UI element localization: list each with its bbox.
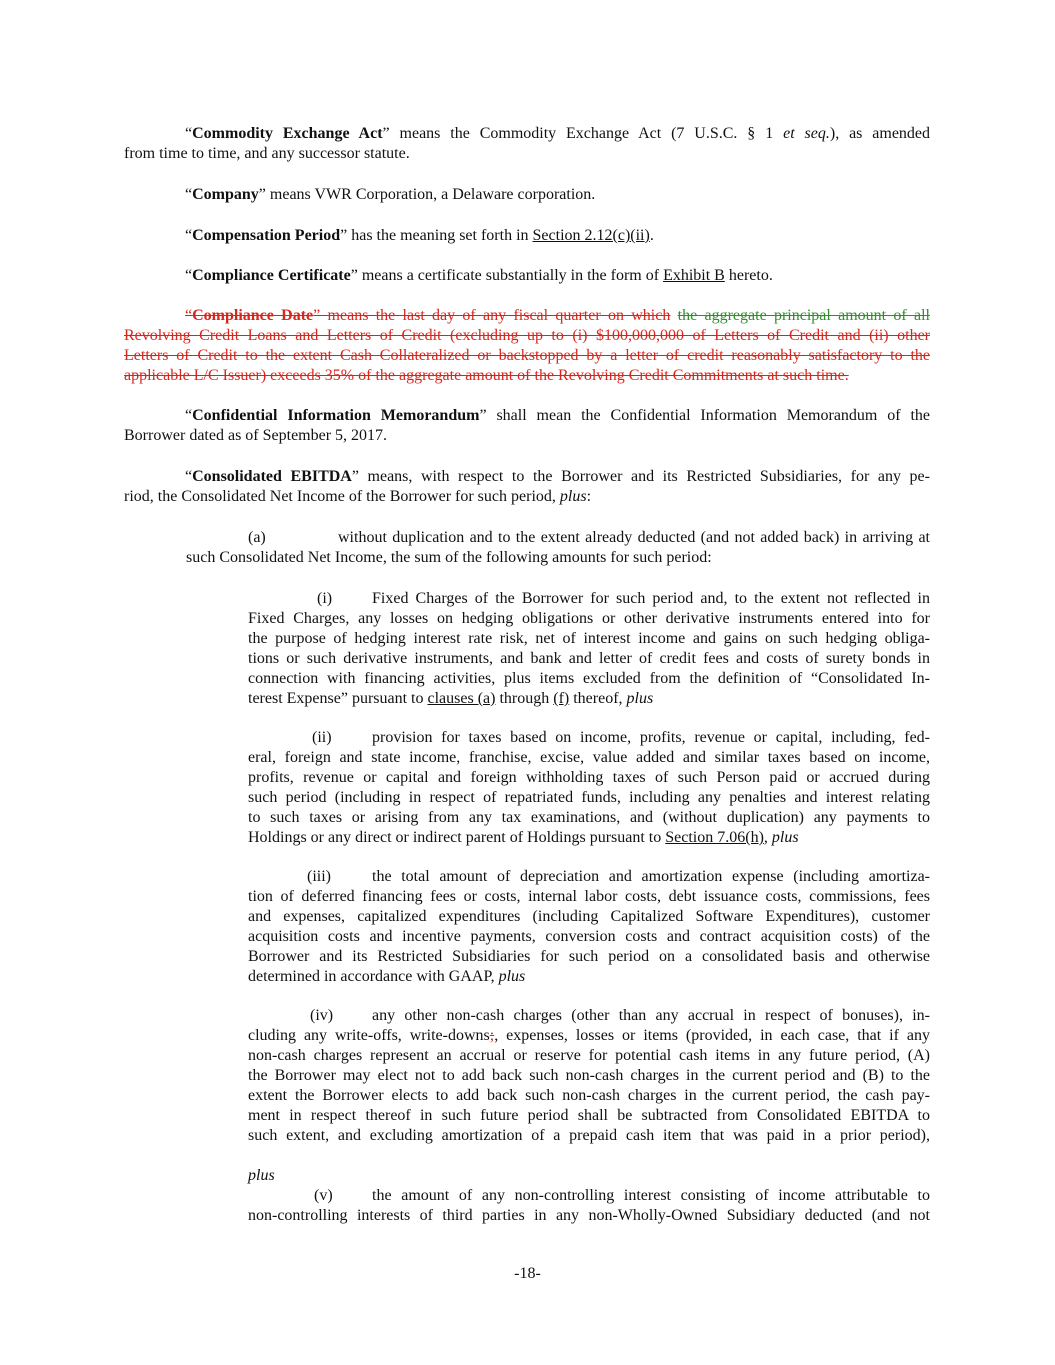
clause-reference-link[interactable]: (f): [553, 690, 570, 707]
clause-a: (a) without duplication and to the extent already deducted (and not added back) in arriving at such Consolidated Net Income, the sum of the following amounts for such period:: [186, 529, 930, 566]
definition-consolidated-ebitda: “Consolidated EBITDA” means, with respect to the Borrower and its Restricted Subsidiaries, for any pe- riod, the Consolidated Net Income of the Borrower for such period, plus:: [124, 468, 930, 505]
defined-term: Consolidated EBITDA: [192, 468, 352, 485]
definition-compliance-date-deleted: “Compliance Date” means the last day of any fiscal quarter on which the aggregate principal amount of all Revolving Credit Loans and Letters of Credit (excluding up to (i) $100,000,000 of Letters of Credit and (ii) other Letters of Credit to the extent Cash Collateralized or backstopped by a letter of credit reasonably satisfactory to the applicable L/C Issuer) exceeds 35% of the aggregate amount of the Revolving Credit Commitments at such time.: [124, 307, 930, 384]
defined-term: Commodity Exchange Act: [192, 125, 383, 142]
clause-reference-link[interactable]: clauses (a): [427, 690, 496, 707]
clause-a-iii: (iii) the total amount of depreciation and amortization expense (including amortiza- tion of deferred financing fees or costs, internal labor costs, debt issuance costs, commissions, fees and expenses, capitalized expenditures (including Capitalized Software Expenditures), customer acquisition costs and incentive payments, conversion costs and contract acquisition costs) of the Borrower and its Restricted Subsidiaries for such period on a consolidated basis and otherwise determined in accordance with GAAP, plus: [248, 868, 930, 985]
exhibit-reference-link[interactable]: Exhibit B: [663, 267, 725, 284]
clause-a-ii: (ii) provision for taxes based on income, profits, revenue or capital, including, fed- eral, foreign and state income, franchise, excise, value added and similar taxes based on income, profits, revenue or capital and foreign withholding taxes of such Person paid or accrued during such period (including in respect of repatriated funds, including any penalties and interest relating to such taxes or arising from any tax examinations, and (without duplication) any payments to Holdings or any direct or indirect parent of Holdings pursuant to Section 7.06(h), plus: [248, 729, 930, 846]
defined-term: Compliance Date: [192, 307, 314, 324]
definition-confidential-information-memorandum: “Confidential Information Memorandum” shall mean the Confidential Information Memorandum of the Borrower dated as of September 5, 2017.: [124, 407, 930, 444]
defined-term: Company: [192, 186, 259, 203]
section-reference-link[interactable]: Section 7.06(h): [665, 829, 764, 846]
clause-a-i: (i) Fixed Charges of the Borrower for such period and, to the extent not reflected in Fixed Charges, any losses on hedging obligations or other derivative instruments entered into for the purpose of hedging interest rate risk, net of interest income and gains on such hedging obliga- tions or such derivative instruments, and bank and letter of credit fees and costs of surety bonds in connection with financing activities, plus items excluded from the definition of “Consolidated In- terest Expense” pursuant to clauses (a) through (f) thereof, plus: [248, 590, 930, 707]
page-number: -18-: [514, 1265, 541, 1282]
clause-a-v: (v) the amount of any non-controlling interest consisting of income attributable to non-controlling interests of third parties in any non-Wholly-Owned Subsidiary deducted (and not: [248, 1187, 930, 1224]
definition-compensation-period: “Compensation Period” has the meaning set forth in Section 2.12(c)(ii).: [185, 227, 654, 244]
definition-company: “Company” means VWR Corporation, a Delaware corporation.: [185, 186, 596, 203]
section-reference-link[interactable]: Section 2.12(c)(ii): [532, 227, 650, 244]
definition-commodity-exchange-act: “Commodity Exchange Act” means the Commodity Exchange Act (7 U.S.C. § 1 et seq.), as amended from time to time, and any successor statute.: [124, 125, 930, 162]
clause-a-iv: (iv) any other non-cash charges (other than any accrual in respect of bonuses), in- cluding any write-offs, write-downs;, expenses, losses or items (provided, in each case, that if any non-cash charges represent an accrual or reserve for potential cash items in any future period, (A) the Borrower may elect not to add back such non-cash charges in the current period and (B) to the extent the Borrower elects to add back such non-cash charges in the current period, the cash pay- ment in respect thereof in such future period shall be subtracted from Consolidated EBITDA to such extent, and excluding amortization of a prepaid cash item that was paid in a prior period), plus: [248, 1007, 930, 1184]
defined-term: Confidential Information Memorandum: [192, 407, 480, 424]
definition-compliance-certificate: “Compliance Certificate” means a certificate substantially in the form of Exhibit B hereto.: [185, 267, 773, 284]
defined-term: Compliance Certificate: [192, 267, 351, 284]
defined-term: Compensation Period: [192, 227, 341, 244]
